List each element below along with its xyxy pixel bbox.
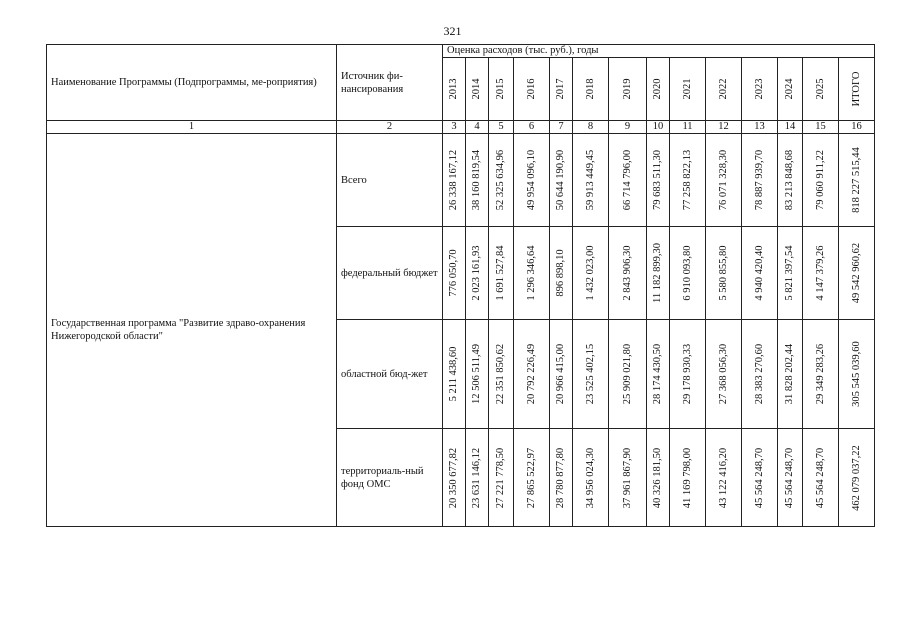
amount-value: 6 910 093,80 — [681, 245, 693, 301]
amount-value: 66 714 796,00 — [621, 149, 633, 211]
amount-value: 27 865 522,97 — [525, 447, 537, 508]
amount-value: 78 887 939,70 — [753, 149, 765, 211]
amount-cell — [573, 227, 609, 320]
column-number-cell: 16 — [839, 121, 875, 134]
column-number-cell: 2 — [337, 121, 443, 134]
amount-cell — [742, 227, 778, 320]
column-number-cell: 15 — [803, 121, 839, 134]
amount-cell — [609, 320, 647, 429]
amount-value: 4 940 420,40 — [753, 245, 765, 301]
amount-cell — [647, 227, 670, 320]
amount-value: 462 079 037,22 — [850, 444, 862, 511]
amount-cell — [609, 134, 647, 227]
amount-cell — [803, 320, 839, 429]
year-header-label: 2021 — [681, 78, 693, 100]
amount-value: 818 227 515,44 — [850, 147, 862, 213]
amount-value: 45 564 248,70 — [784, 447, 795, 508]
amount-cell — [466, 134, 489, 227]
amount-value: 28 780 877,80 — [555, 447, 566, 508]
year-header-label: 2014 — [471, 78, 482, 100]
amount-cell — [550, 227, 573, 320]
year-header-label: 2018 — [584, 78, 596, 100]
amount-value: 5 580 855,80 — [717, 245, 729, 301]
amount-value: 38 160 819,54 — [471, 149, 482, 211]
amount-value: 40 326 181,50 — [652, 447, 663, 508]
amount-cell — [839, 134, 875, 227]
source-column-header: Источник фи-нансирования — [337, 45, 443, 121]
amount-value: 50 644 190,90 — [555, 149, 566, 211]
amount-cell — [803, 227, 839, 320]
year-header-cell — [489, 58, 514, 121]
amount-cell — [670, 134, 706, 227]
amount-value: 31 828 202,44 — [784, 343, 795, 405]
amount-value: 23 525 402,15 — [584, 343, 596, 405]
year-header-label: 2022 — [717, 78, 729, 100]
year-header-label: 2024 — [784, 78, 795, 100]
amount-value: 4 147 379,26 — [814, 245, 826, 301]
column-number-cell: 1 — [47, 121, 337, 134]
column-number-cell: 9 — [609, 121, 647, 134]
funding-source-cell: федеральный бюджет — [337, 227, 443, 320]
amount-value: 28 383 270,60 — [753, 343, 765, 405]
amount-value: 776 050,70 — [448, 249, 459, 297]
amount-value: 25 909 021,80 — [621, 343, 633, 405]
amount-value: 20 350 677,82 — [448, 447, 459, 508]
column-number-cell: 6 — [514, 121, 550, 134]
amount-value: 59 913 449,45 — [584, 149, 596, 211]
funding-source-cell: Всего — [337, 134, 443, 227]
amount-cell — [550, 134, 573, 227]
amount-cell — [550, 320, 573, 429]
amount-value: 22 351 850,62 — [495, 343, 506, 405]
amount-cell — [778, 134, 803, 227]
column-number-cell: 12 — [706, 121, 742, 134]
column-number-cell: 14 — [778, 121, 803, 134]
amount-cell — [514, 134, 550, 227]
amount-cell — [803, 429, 839, 527]
amount-cell — [466, 429, 489, 527]
amount-cell — [670, 429, 706, 527]
amount-cell — [778, 429, 803, 527]
year-header-cell — [550, 58, 573, 121]
year-header-cell — [803, 58, 839, 121]
amount-value: 41 169 798,00 — [681, 447, 693, 508]
amount-cell — [514, 320, 550, 429]
amount-cell — [573, 429, 609, 527]
year-header-label: 2016 — [525, 78, 537, 100]
amount-cell — [670, 227, 706, 320]
amount-cell — [573, 320, 609, 429]
amount-value: 27 221 778,50 — [495, 447, 506, 508]
year-header-label: 2023 — [753, 78, 765, 100]
amount-cell — [742, 134, 778, 227]
funding-source-cell: областной бюд-жет — [337, 320, 443, 429]
budget-table — [46, 44, 875, 527]
program-column-header: Наименование Программы (Подпрограммы, ме-роприятия) — [47, 45, 337, 121]
amount-value: 12 506 511,49 — [471, 344, 482, 404]
amount-cell — [803, 134, 839, 227]
year-header-label: 2013 — [448, 78, 459, 100]
year-header-label: 2015 — [495, 78, 506, 100]
amount-value: 896 898,10 — [555, 249, 566, 297]
amount-value: 23 631 146,12 — [471, 447, 482, 508]
amount-value: 11 182 899,30 — [652, 243, 663, 303]
column-number-cell: 7 — [550, 121, 573, 134]
amount-value: 20 792 226,49 — [525, 343, 537, 405]
expense-estimate-header: Оценка расходов (тыс. руб.), годы — [443, 45, 875, 58]
amount-cell — [573, 134, 609, 227]
amount-cell — [443, 429, 466, 527]
amount-cell — [466, 227, 489, 320]
amount-cell — [778, 227, 803, 320]
amount-cell — [670, 320, 706, 429]
year-header-cell — [609, 58, 647, 121]
amount-value: 27 368 056,30 — [717, 343, 729, 405]
amount-value: 5 821 397,54 — [784, 245, 795, 301]
amount-value: 2 023 161,93 — [471, 245, 482, 301]
year-header-label: 2020 — [652, 78, 663, 100]
amount-cell — [778, 320, 803, 429]
amount-cell — [550, 429, 573, 527]
year-header-label: 2025 — [814, 78, 826, 100]
amount-value: 28 174 430,50 — [652, 343, 663, 405]
amount-value: 52 325 634,96 — [495, 149, 506, 211]
year-header-label: ИТОГО — [850, 71, 862, 107]
column-number-cell: 5 — [489, 121, 514, 134]
amount-value: 1 432 023,00 — [584, 245, 596, 301]
amount-value: 79 683 511,30 — [652, 150, 663, 210]
amount-value: 5 211 438,60 — [448, 346, 459, 402]
amount-value: 20 966 415,00 — [555, 343, 566, 405]
amount-cell — [443, 134, 466, 227]
amount-cell — [839, 320, 875, 429]
column-number-cell: 10 — [647, 121, 670, 134]
amount-value: 1 296 346,64 — [525, 245, 537, 301]
amount-value: 49 954 096,10 — [525, 149, 537, 211]
column-number-cell: 11 — [670, 121, 706, 134]
amount-cell — [647, 134, 670, 227]
amount-cell — [706, 320, 742, 429]
amount-value: 37 961 867,90 — [621, 447, 633, 508]
year-header-cell — [839, 58, 875, 121]
amount-value: 34 956 024,30 — [584, 447, 596, 508]
amount-value: 29 349 283,26 — [814, 343, 826, 405]
year-header-cell — [443, 58, 466, 121]
amount-value: 2 843 906,30 — [621, 245, 633, 301]
amount-cell — [647, 320, 670, 429]
year-header-cell — [778, 58, 803, 121]
column-number-cell: 4 — [466, 121, 489, 134]
year-header-cell — [466, 58, 489, 121]
amount-value: 43 122 416,20 — [717, 447, 729, 508]
amount-cell — [609, 429, 647, 527]
amount-value: 83 213 848,68 — [784, 149, 795, 211]
year-header-cell — [573, 58, 609, 121]
amount-value: 45 564 248,70 — [753, 447, 765, 508]
amount-value: 79 060 911,22 — [814, 150, 826, 210]
amount-cell — [742, 429, 778, 527]
amount-cell — [489, 320, 514, 429]
amount-value: 76 071 328,30 — [717, 149, 729, 211]
amount-cell — [647, 429, 670, 527]
amount-cell — [839, 227, 875, 320]
amount-value: 45 564 248,70 — [814, 447, 826, 508]
header-row-group — [47, 45, 875, 58]
year-header-label: 2019 — [621, 78, 633, 100]
year-header-cell — [514, 58, 550, 121]
column-number-cell: 8 — [573, 121, 609, 134]
amount-cell — [466, 320, 489, 429]
table-row — [47, 134, 875, 227]
page-number: 321 — [443, 24, 462, 38]
funding-source-cell: территориаль-ный фонд ОМС — [337, 429, 443, 527]
year-header-cell — [706, 58, 742, 121]
column-number-cell: 3 — [443, 121, 466, 134]
amount-cell — [489, 134, 514, 227]
amount-cell — [443, 320, 466, 429]
column-number-cell: 13 — [742, 121, 778, 134]
year-header-cell — [647, 58, 670, 121]
amount-value: 29 178 930,33 — [681, 343, 693, 405]
amount-value: 1 691 527,84 — [495, 245, 506, 301]
amount-cell — [706, 227, 742, 320]
amount-cell — [443, 227, 466, 320]
amount-cell — [489, 429, 514, 527]
amount-value: 26 338 167,12 — [448, 149, 459, 211]
amount-cell — [706, 429, 742, 527]
amount-cell — [742, 320, 778, 429]
amount-value: 77 258 822,13 — [681, 149, 693, 211]
amount-cell — [514, 429, 550, 527]
amount-cell — [839, 429, 875, 527]
year-header-cell — [670, 58, 706, 121]
program-name-cell: Государственная программа "Развитие здраво-охранения Нижегородской области" — [47, 134, 337, 527]
amount-value: 305 545 039,60 — [850, 341, 862, 407]
year-header-label: 2017 — [555, 78, 566, 100]
amount-cell — [706, 134, 742, 227]
column-number-row — [47, 121, 875, 134]
amount-cell — [489, 227, 514, 320]
amount-cell — [609, 227, 647, 320]
amount-value: 49 542 960,62 — [850, 242, 862, 304]
year-header-cell — [742, 58, 778, 121]
amount-cell — [514, 227, 550, 320]
